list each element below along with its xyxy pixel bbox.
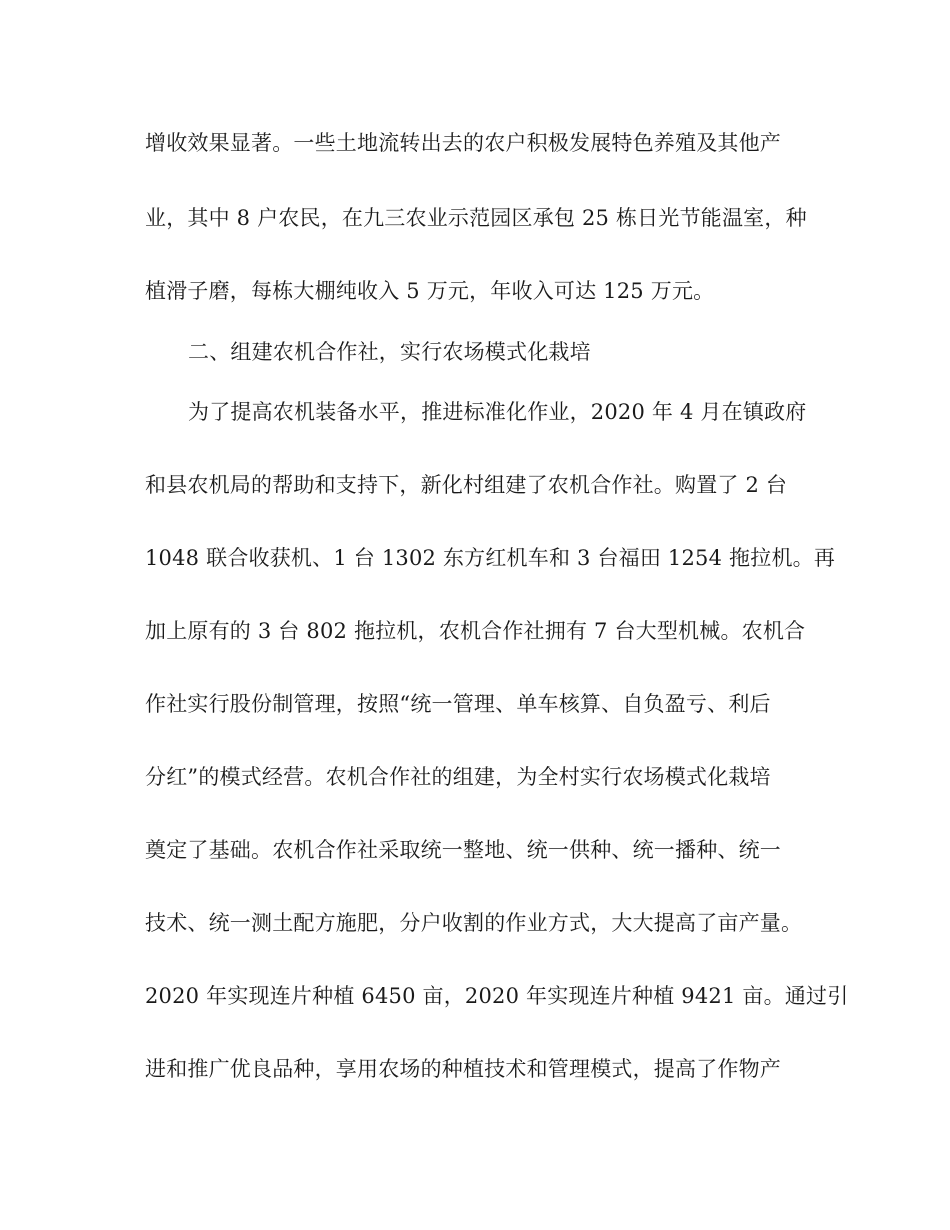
paragraph-line-7: 1048 联合收获机、1 台 1302 东方红机车和 3 台福田 1254 拖拉机。再 (145, 546, 836, 570)
paragraph-line-14: 进和推广优良品种，享用农场的种植技术和管理模式，提高了作物产 (145, 1057, 781, 1081)
paragraph-line-1: 增收效果显著。一些土地流转出去的农户积极发展特色养殖及其他产 (145, 131, 781, 155)
paragraph-line-9: 作社实行股份制管理，按照“统一管理、单车核算、自负盈亏、利后 (145, 692, 771, 716)
paragraph-line-2: 业，其中 8 户农民，在九三农业示范园区承包 25 栋日光节能温室，种 (145, 206, 807, 230)
paragraph-line-5: 为了提高农机装备水平，推进标准化作业，2020 年 4 月在镇政府 (188, 400, 807, 424)
paragraph-line-10: 分红”的模式经营。农机合作社的组建，为全村实行农场模式化栽培 (145, 765, 771, 789)
paragraph-line-11: 奠定了基础。农机合作社采取统一整地、统一供种、统一播种、统一 (145, 838, 781, 862)
paragraph-line-13: 2020 年实现连片种植 6450 亩，2020 年实现连片种植 9421 亩。通过引 (145, 984, 849, 1008)
paragraph-line-3: 植滑子磨，每栋大棚纯收入 5 万元，年收入可达 125 万元。 (145, 279, 715, 303)
paragraph-line-8: 加上原有的 3 台 802 拖拉机，农机合作社拥有 7 台大型机械。农机合 (145, 619, 806, 643)
section-heading: 二、组建农机合作社，实行农场模式化栽培 (188, 340, 591, 364)
paragraph-line-12: 技术、统一测土配方施肥，分户收割的作业方式，大大提高了亩产量。 (145, 911, 803, 935)
paragraph-line-6: 和县农机局的帮助和支持下，新化村组建了农机合作社。购置了 2 台 (145, 473, 788, 497)
